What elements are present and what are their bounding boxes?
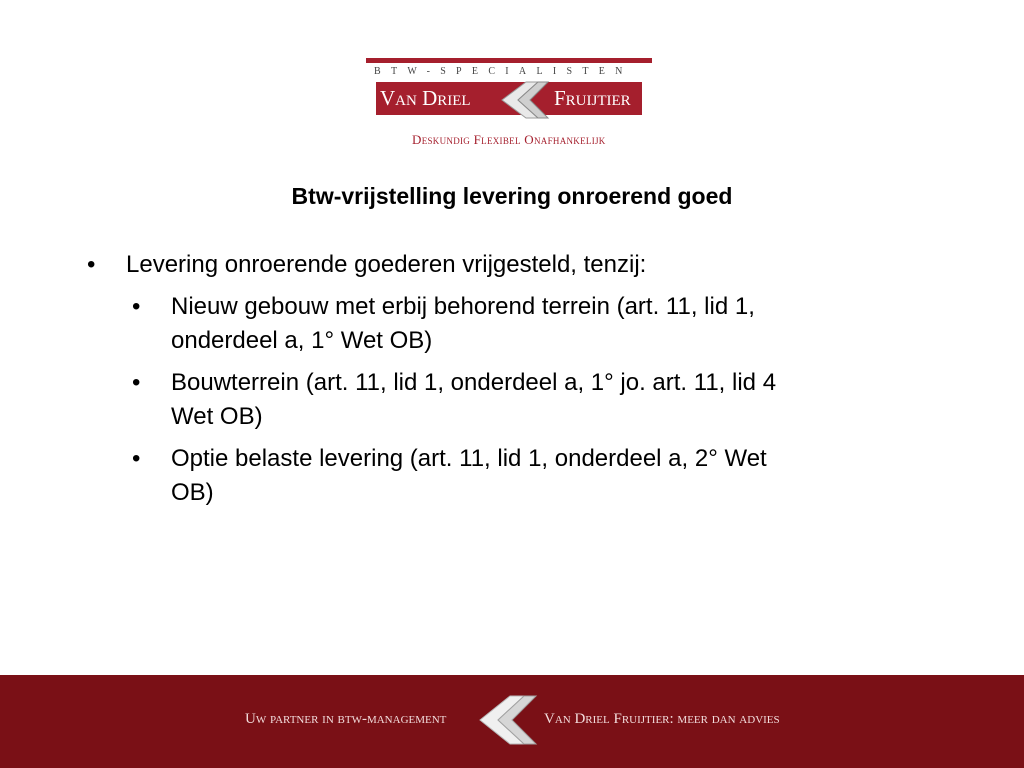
- sub-bullet-line: onderdeel a, 1° Wet OB): [171, 327, 433, 354]
- logo-brand-row: BTW-SPECIALISTEN: [374, 66, 633, 77]
- sub-bullet-line: Wet OB): [171, 403, 263, 430]
- bullet-glyph: •: [132, 293, 141, 320]
- bullet-glyph: •: [132, 445, 141, 472]
- bullet-text: Levering onroerende goederen vrijgesteld, tenzij:: [126, 251, 647, 278]
- sub-bullet-line: Optie belaste levering (art. 11, lid 1, onderdeel a, 2° Wet: [171, 445, 767, 472]
- logo-name-bar: [376, 82, 642, 115]
- bullet-glyph: •: [87, 251, 96, 278]
- footer-bar: [0, 675, 1024, 768]
- bullet-list: [80, 248, 940, 510]
- sub-bullet-line: Nieuw gebouw met erbij behorend terrein (art. 11, lid 1,: [171, 293, 755, 320]
- logo-name-left: Van Driel: [380, 86, 471, 110]
- sub-bullet-line: OB): [171, 479, 214, 506]
- bullet-item: [80, 248, 940, 282]
- footer-slogan-right: Van Driel Fruijtier: meer dan advies: [544, 711, 780, 727]
- bullet-glyph: •: [132, 369, 141, 396]
- chevron-arrow-icon: [496, 80, 552, 120]
- sub-bullet-line: Bouwterrein (art. 11, lid 1, onderdeel a, 1° jo. art. 11, lid 4: [171, 369, 777, 396]
- sub-bullet-item: [80, 290, 940, 358]
- footer-slogan-left: Uw partner in btw-management: [245, 711, 447, 727]
- logo-top-rule: [366, 58, 652, 63]
- slide-title: Btw-vrijstelling levering onroerend goed: [291, 183, 733, 209]
- logo-name-right: Fruijtier: [554, 86, 631, 110]
- company-logo: [366, 58, 652, 154]
- chevron-arrow-icon: [474, 693, 540, 747]
- sub-bullet-item: [80, 366, 940, 434]
- sub-bullet-item: [80, 442, 940, 510]
- logo-tagline: Deskundig Flexibel Onafhankelijk: [412, 132, 606, 147]
